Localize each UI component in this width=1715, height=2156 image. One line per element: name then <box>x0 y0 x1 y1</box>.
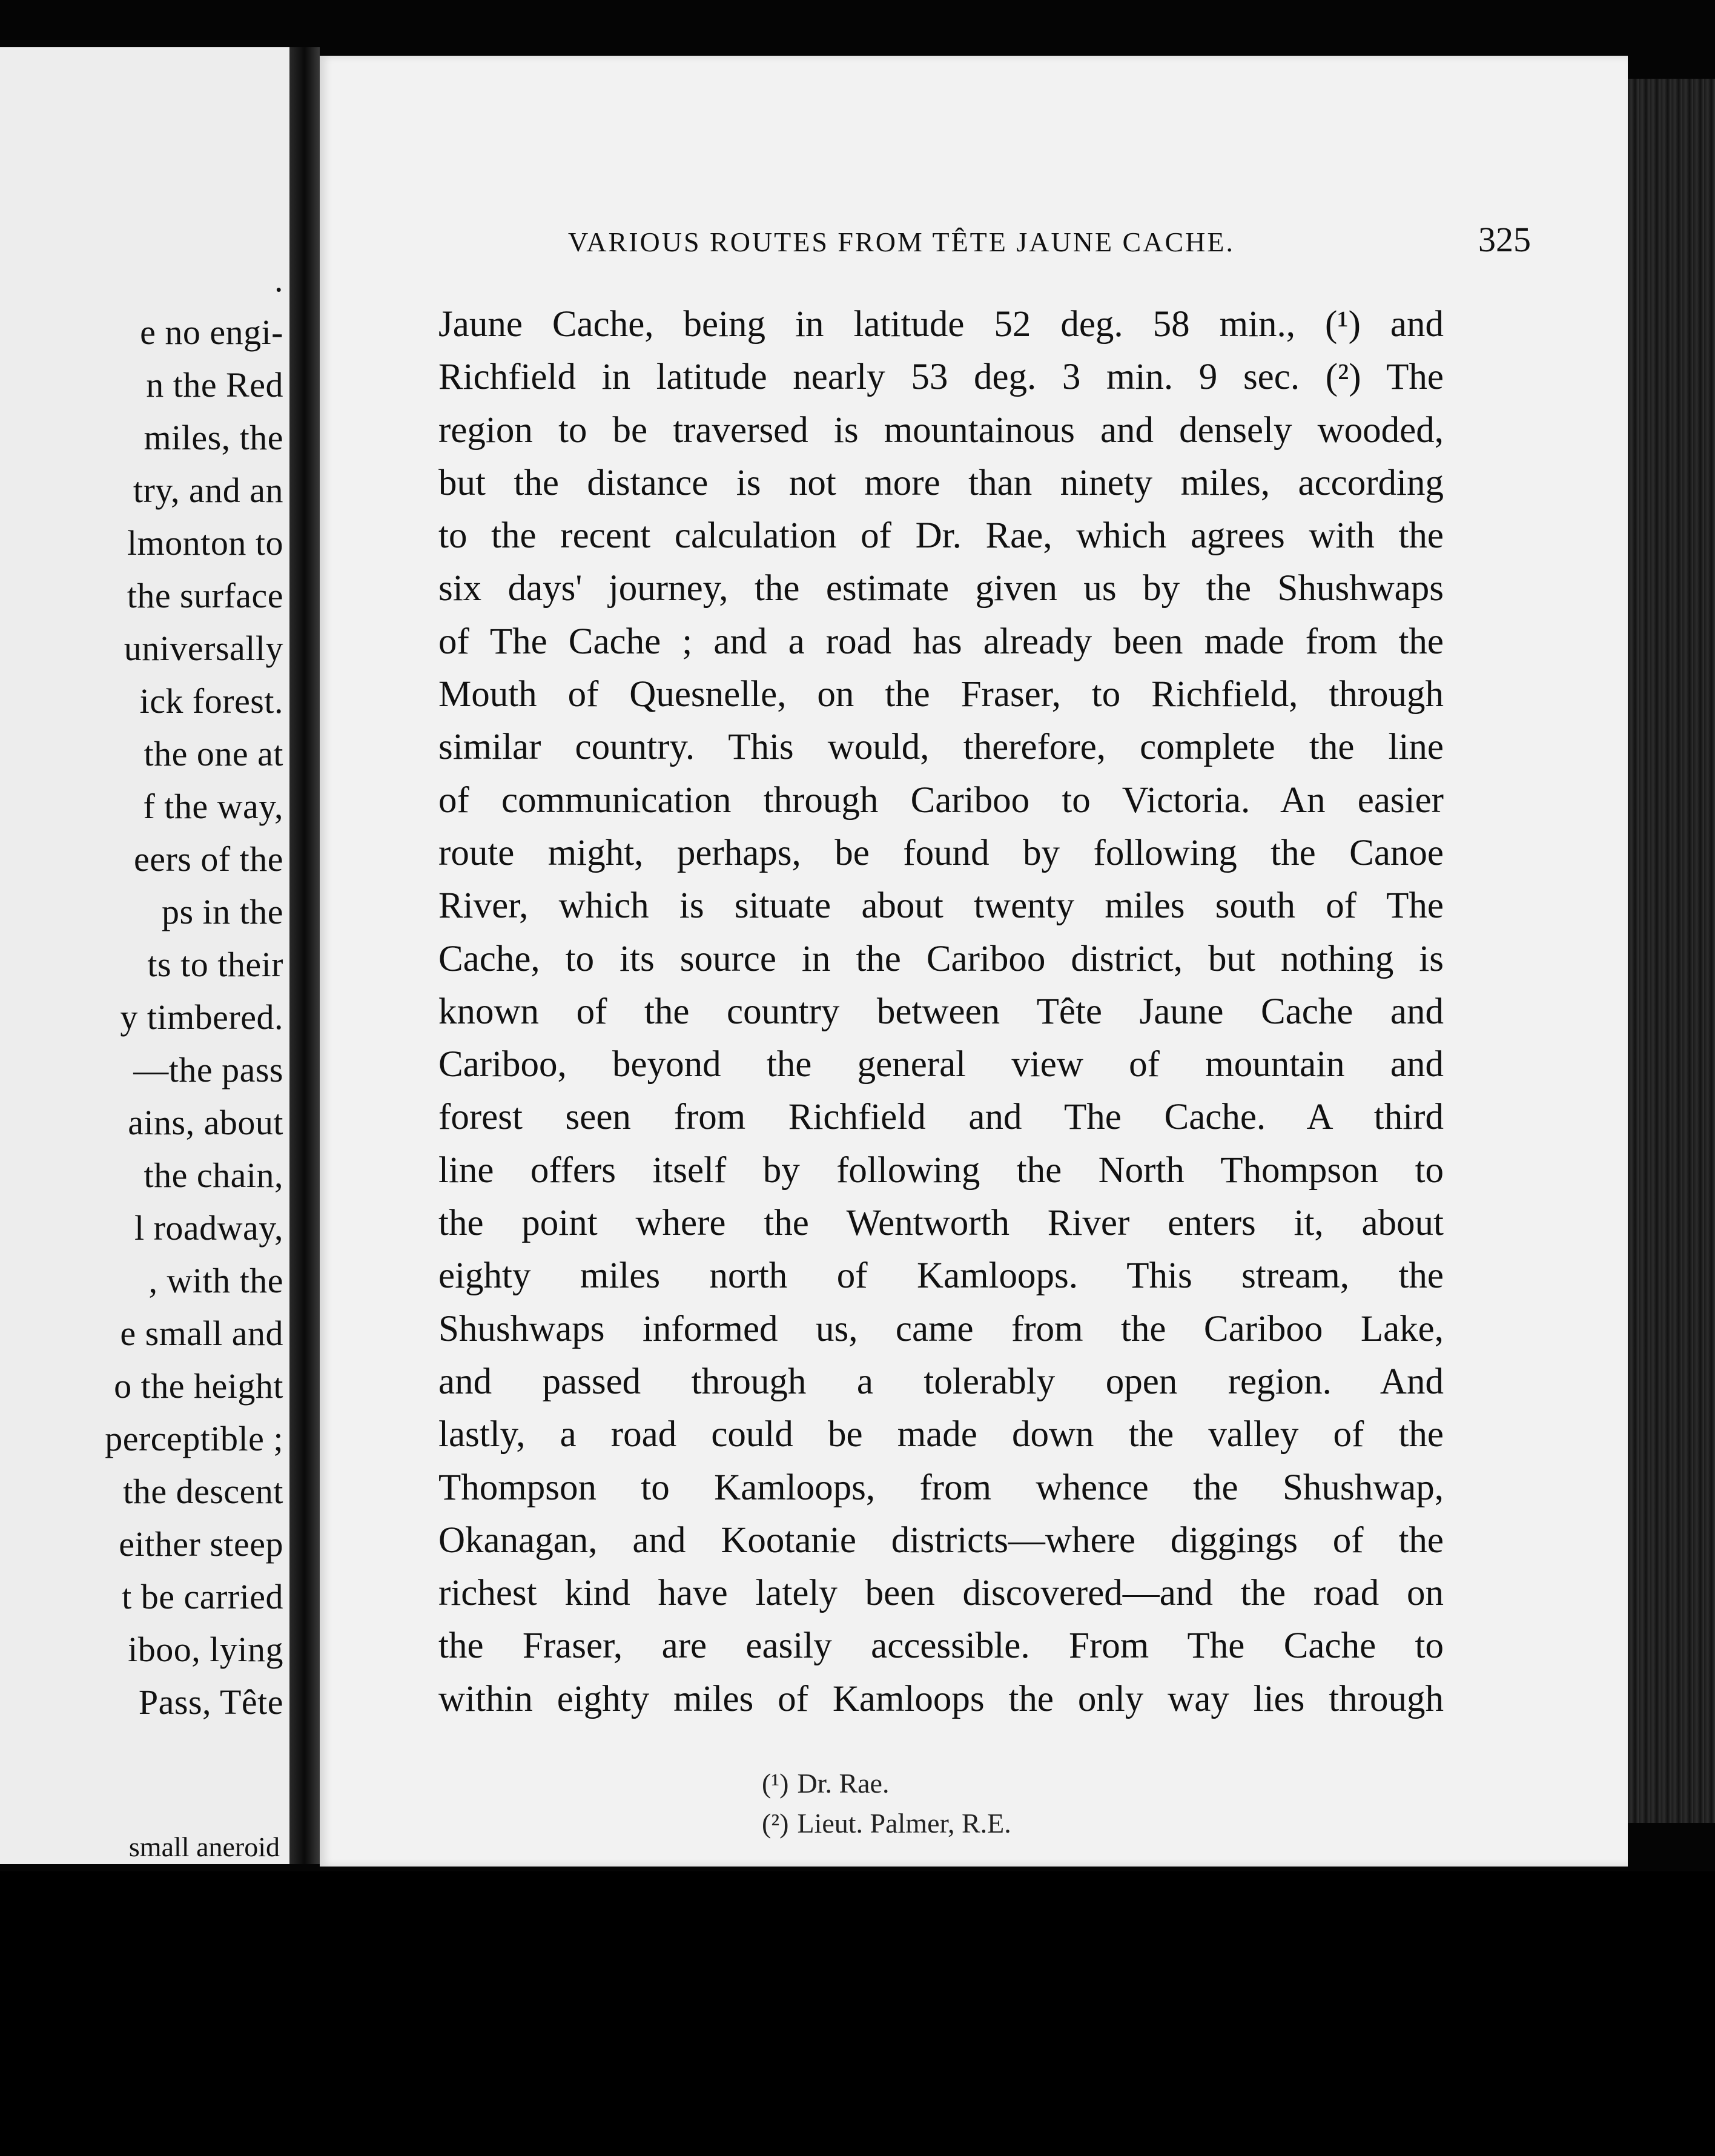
body-line: Richfield in latitude nearly 53 deg. 3 min. 9 sec. (²) The <box>438 357 1444 398</box>
body-text <box>438 298 1444 1725</box>
running-header <box>568 219 1585 260</box>
left-page-line: the surface <box>127 576 283 615</box>
book-edge <box>1628 79 1715 1823</box>
left-page-line: universally <box>124 629 283 668</box>
body-line: Cariboo, beyond the general view of mountain and <box>438 1044 1444 1085</box>
page-number: 325 <box>1478 220 1531 259</box>
left-page-line: try, and an <box>133 471 283 510</box>
left-page-line: —the pass <box>133 1050 283 1090</box>
footnote-text: Dr. Rae. <box>797 1768 890 1799</box>
body-line: River, which is situate about twenty miles south of The <box>438 885 1444 927</box>
body-line: of communication through Cariboo to Victoria. An easier <box>438 779 1444 821</box>
left-page-line: y timbered. <box>120 997 283 1037</box>
left-page-footnote: small aneroid <box>128 1831 280 1862</box>
left-page-line: f the way, <box>143 787 283 826</box>
right-page <box>320 56 1628 1867</box>
left-page-line: perceptible ; <box>105 1419 283 1458</box>
body-line: known of the country between Tête Jaune Cache and <box>438 991 1444 1032</box>
body-line: Cache, to its source in the Cariboo district, but nothing is <box>438 938 1444 979</box>
left-page-line: ick forest. <box>139 681 283 721</box>
body-line: line offers itself by following the North Thompson to <box>438 1149 1444 1191</box>
left-page-line: ps in the <box>161 892 283 931</box>
footnotes <box>762 1764 1011 1844</box>
footnote-text: Lieut. Palmer, R.E. <box>797 1808 1011 1839</box>
book-gutter <box>289 47 320 1864</box>
running-header-title: VARIOUS ROUTES FROM TÊTE JAUNE CACHE. <box>568 227 1235 257</box>
left-page-line: the one at <box>144 734 283 773</box>
body-line: but the distance is not more than ninety miles, according <box>438 462 1444 503</box>
footnote-mark: (²) <box>762 1808 789 1839</box>
left-page-line: ains, about <box>128 1103 283 1142</box>
body-line: richest kind have lately been discovered—and the road on <box>438 1573 1444 1614</box>
footnote-mark: (¹) <box>762 1768 789 1799</box>
left-page-line: e small and <box>120 1314 283 1353</box>
left-page-line: e no engi- <box>140 312 283 352</box>
body-line: eighty miles north of Kamloops. This stream, the <box>438 1255 1444 1297</box>
body-line: region to be traversed is mountainous and densely wooded, <box>438 409 1444 451</box>
left-page-line: , with the <box>148 1261 283 1300</box>
body-line: within eighty miles of Kamloops the only way lies through <box>438 1678 1444 1719</box>
body-line: to the recent calculation of Dr. Rae, which agrees with the <box>438 515 1444 557</box>
body-line: lastly, a road could be made down the valley of the <box>438 1414 1444 1455</box>
left-page-line: t be carried <box>122 1577 283 1616</box>
left-page-line: l roadway, <box>134 1208 283 1248</box>
left-page-line: lmonton to <box>127 523 283 563</box>
body-line: Okanagan, and Kootanie districts—where diggings of the <box>438 1519 1444 1561</box>
left-page <box>0 47 291 1864</box>
left-page-line: the descent <box>123 1472 283 1511</box>
body-line: the Fraser, are easily accessible. From The Cache to <box>438 1625 1444 1667</box>
left-page-line: ts to their <box>147 945 283 984</box>
footnote <box>762 1764 1011 1804</box>
background <box>0 1871 1715 2156</box>
left-page-line: eers of the <box>133 839 283 879</box>
body-line: and passed through a tolerably open region. And <box>438 1361 1444 1402</box>
body-line: similar country. This would, therefore, complete the line <box>438 727 1444 768</box>
left-page-line: the chain, <box>144 1156 283 1195</box>
footnote <box>762 1804 1011 1844</box>
body-line: Mouth of Quesnelle, on the Fraser, to Richfield, through <box>438 674 1444 715</box>
left-page-line: Pass, Tête <box>138 1682 283 1722</box>
left-page-line: . <box>274 260 283 299</box>
body-line: six days' journey, the estimate given us by the Shushwaps <box>438 568 1444 609</box>
left-page-line: either steep <box>119 1524 283 1564</box>
left-page-line: o the height <box>114 1366 283 1406</box>
body-line: Thompson to Kamloops, from whence the Shushwap, <box>438 1467 1444 1508</box>
left-page-line: miles, the <box>144 418 283 457</box>
left-page-line: n the Red <box>146 365 283 405</box>
body-line: the point where the Wentworth River enters it, about <box>438 1203 1444 1244</box>
body-line: route might, perhaps, be found by following the Canoe <box>438 832 1444 873</box>
left-page-line: iboo, lying <box>128 1630 283 1669</box>
left-page-text <box>0 253 283 1728</box>
body-line: Jaune Cache, being in latitude 52 deg. 58 min., (¹) and <box>438 304 1444 345</box>
body-line: of The Cache ; and a road has already been made from the <box>438 621 1444 662</box>
body-line: Shushwaps informed us, came from the Cariboo Lake, <box>438 1308 1444 1349</box>
body-line: forest seen from Richfield and The Cache. A third <box>438 1097 1444 1138</box>
